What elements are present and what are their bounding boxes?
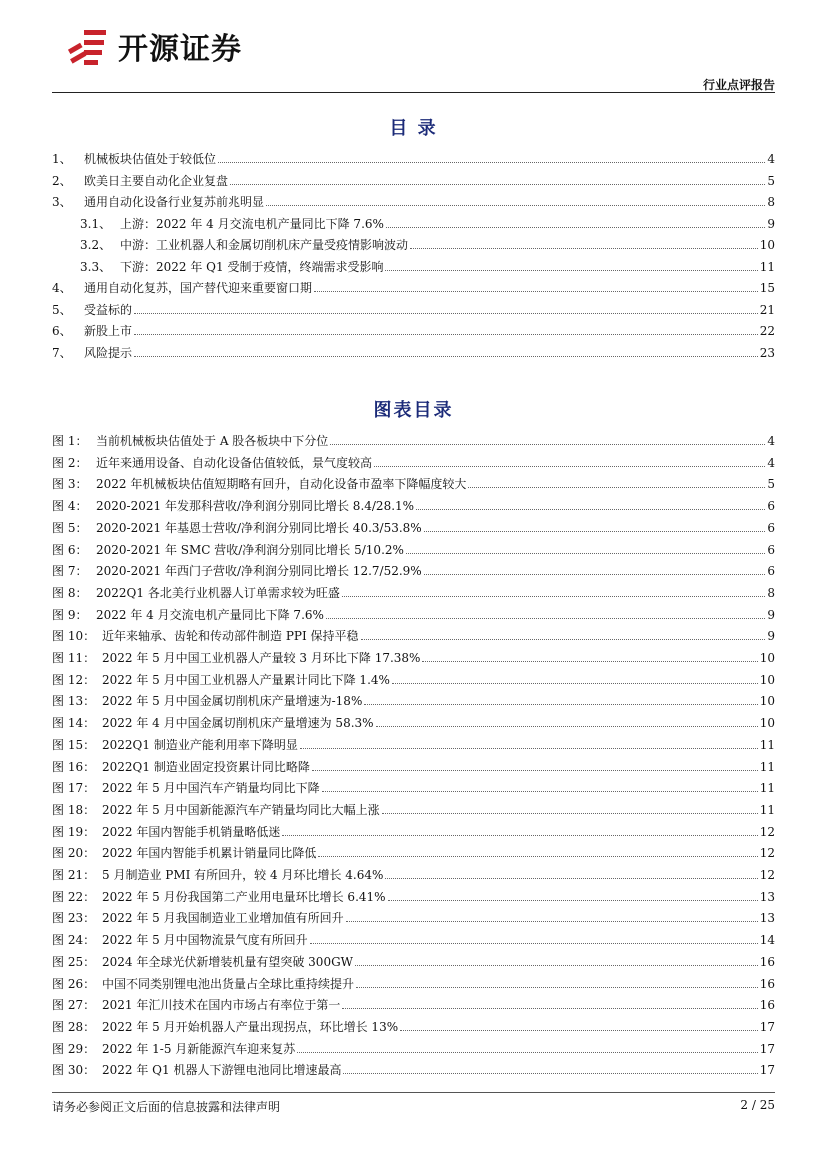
figure-label[interactable]: 当前机械板块估值处于 A 股各板块中下分位 [96,434,329,448]
figure-number: 图 25： [52,954,96,969]
toc-page-number: 23 [759,345,775,360]
figure-number: 图 12： [52,672,96,687]
dot-leader [300,748,758,749]
figure-number: 图 16： [52,759,96,774]
figure-page-number: 11 [759,781,775,796]
figure-label[interactable]: 2022 年 5 月中国新能源汽车产销量均同比大幅上涨 [102,802,380,817]
toc-number: 3.2、 [80,238,112,252]
figure-page-number: 11 [759,759,775,774]
figure-page-number: 12 [759,824,775,839]
dot-leader [356,987,758,988]
figure-label[interactable]: 2022 年 4 月交流电机产量同比下降 7.6% [96,607,324,622]
dot-leader [374,466,765,467]
figure-number: 图 1： [52,434,88,448]
figure-label[interactable]: 2022 年 5 月中国工业机器人产量累计同比下降 1.4% [102,672,390,687]
figure-entry[interactable] [52,754,775,774]
toc-label[interactable]: 欧美日主要自动化企业复盘 [84,173,229,188]
dot-leader [266,205,765,206]
toc-number: 6、 [52,324,72,338]
report-type: 行业点评报告 [702,78,775,92]
figure-label[interactable]: 2020-2021 年 SMC 营收/净利润分别同比增长 5/10.2% [96,542,404,557]
toc-page-number: 9 [767,216,775,231]
toc-page-number: 4 [767,152,775,166]
dot-leader [388,900,758,901]
toc-number: 5、 [52,302,72,317]
figure-number: 图 11： [52,651,96,665]
figure-label[interactable]: 2022Q1 制造业固定投资累计同比略降 [102,759,310,774]
figure-number: 图 18： [52,802,96,817]
toc-number: 3.1、 [80,216,112,231]
figure-label[interactable]: 2022 年 5 月中国物流景气度有所回升 [102,933,308,948]
figure-page-number: 8 [767,585,775,600]
figure-label[interactable]: 中国不同类别锂电池出货量占全球比重持续提升 [102,976,355,991]
dot-leader [422,661,757,662]
footer-disclaimer: 请务必参阅正文后面的信息披露和法律声明 [52,1100,281,1114]
figure-page-number: 10 [759,694,775,709]
figure-entry[interactable] [52,797,775,817]
figure-page-number: 11 [759,802,775,817]
figure-entry[interactable] [52,884,775,904]
toc-label[interactable]: 下游：2022 年 Q1 受制于疫情，终端需求受影响 [120,259,384,274]
figure-entry[interactable] [52,602,775,622]
figure-number: 图 28： [52,1019,96,1034]
figure-number: 图 7： [52,564,88,579]
figure-number: 图 8： [52,585,88,600]
figure-page-number: 6 [767,564,775,579]
figure-number: 图 22： [52,889,96,904]
figure-page-number: 12 [759,868,775,882]
toc-label[interactable]: 通用自动化复苏，国产替代迎来重要窗口期 [84,281,313,295]
figure-number: 图 19： [52,824,96,839]
toc-label[interactable]: 风险提示 [84,345,133,360]
figure-number: 图 2： [52,455,88,470]
toc-entry[interactable] [52,340,775,360]
toc-label[interactable]: 机械板块估值处于较低位 [84,152,217,166]
figure-page-number: 16 [759,954,775,969]
figure-label[interactable]: 2022 年机械板块估值短期略有回升，自动化设备市盈率下降幅度较大 [96,477,467,492]
dot-leader [342,596,766,597]
figure-number: 图 23： [52,911,96,926]
logo-mark-icon [66,24,110,68]
figure-label[interactable]: 2020-2021 年西门子营收/净利润分别同比增长 12.7/52.9% [96,564,422,579]
dot-leader [218,162,765,163]
figure-page-number: 10 [759,672,775,687]
figure-label[interactable]: 2022 年 5 月我国制造业工业增加值有所回升 [102,911,344,926]
figure-entry[interactable] [52,775,775,795]
figure-entry[interactable] [52,927,775,947]
dot-leader [318,856,757,857]
figure-entry[interactable] [52,732,775,752]
figure-page-number: 6 [767,542,775,557]
figure-page-number: 14 [759,933,775,948]
dot-leader [230,184,765,185]
figure-number: 图 4： [52,499,88,514]
figure-number: 图 17： [52,781,96,796]
figure-number: 图 30： [52,1063,96,1078]
figure-page-number: 17 [759,1041,775,1056]
toc-entry[interactable] [52,189,775,209]
dot-leader [364,704,757,705]
dot-leader [326,618,765,619]
figure-entry[interactable] [52,428,775,448]
figure-label[interactable]: 2022 年国内智能手机累计销量同比降低 [102,846,317,861]
toc-number: 3.3、 [80,259,112,274]
dot-leader [410,248,758,249]
figure-label[interactable]: 2022 年 5 月中国金属切削机床产量增速为-18% [102,694,363,709]
figure-page-number: 16 [759,998,775,1013]
figure-page-number: 11 [759,737,775,752]
dot-leader [134,313,758,314]
figure-entry[interactable] [52,819,775,839]
dot-leader [424,531,766,532]
toc-entry[interactable] [52,146,775,166]
figure-entry[interactable] [52,471,775,491]
figure-page-number: 16 [759,976,775,991]
figure-label[interactable]: 近年来通用设备、自动化设备估值较低，景气度较高 [96,455,373,470]
toc-label[interactable]: 通用自动化设备行业复苏前兆明显 [84,195,265,209]
figure-number: 图 14： [52,716,96,731]
dot-leader [346,921,758,922]
toc-entry[interactable] [80,232,775,252]
company-logo [66,24,242,68]
toc-title: 目 录 [389,118,438,139]
figure-page-number: 5 [767,477,775,492]
figure-label[interactable]: 2022Q1 制造业产能利用率下降明显 [102,737,298,752]
figure-label[interactable]: 2021 年汇川技术在国内市场占有率位于第一 [102,998,341,1013]
dot-leader [343,1073,757,1074]
figure-entry[interactable] [52,493,775,513]
toc-label[interactable]: 新股上市 [84,324,133,338]
toc-number: 3、 [52,195,72,209]
toc-entry[interactable] [52,168,775,188]
dot-leader [355,965,758,966]
figure-label[interactable]: 2022 年 5 月开始机器人产量出现拐点，环比增长 13% [102,1019,399,1034]
figure-number: 图 9： [52,607,88,622]
figure-entry[interactable] [52,667,775,687]
figure-entry[interactable] [52,840,775,860]
figure-page-number: 9 [767,607,775,622]
figure-label[interactable]: 2022Q1 各北美行业机器人订单需求较为旺盛 [96,585,340,600]
dot-leader [322,791,758,792]
footer-divider [52,1092,775,1093]
dot-leader [416,509,765,510]
toc-entry[interactable] [80,211,775,231]
page-indicator: 2 / 25 [740,1098,775,1112]
figure-entry[interactable] [52,558,775,578]
figure-number: 图 5： [52,520,88,535]
dot-leader [282,835,757,836]
figure-label[interactable]: 2022 年国内智能手机销量略低迷 [102,824,281,839]
figure-label[interactable]: 2022 年 5 月中国汽车产销量均同比下降 [102,781,320,796]
dot-leader [385,270,757,271]
toc-page-number: 21 [759,302,775,317]
figure-entry[interactable] [52,580,775,600]
figure-number: 图 15： [52,737,96,752]
figure-entry[interactable] [52,537,775,557]
dot-leader [382,813,758,814]
figure-number: 图 29： [52,1041,96,1056]
figure-page-number: 4 [767,434,775,448]
figure-page-number: 10 [759,651,775,665]
toc-page-number: 11 [759,259,775,274]
figure-label[interactable]: 5 月制造业 PMI 有所回升，较 4 月环比增长 4.64% [102,868,384,882]
figure-entry[interactable] [52,710,775,730]
toc-number: 2、 [52,173,72,188]
toc-page-number: 10 [759,238,775,252]
toc-label[interactable]: 上游：2022 年 4 月交流电机产量同比下降 7.6% [120,216,384,231]
dot-leader [134,334,758,335]
figure-label[interactable]: 2022 年 5 月中国工业机器人产量较 3 月环比下降 17.38% [102,651,421,665]
figure-entry[interactable] [52,992,775,1012]
figure-label[interactable]: 2020-2021 年基恩士营收/净利润分别同比增长 40.3/53.8% [96,520,422,535]
figure-number: 图 13： [52,694,96,709]
figure-label[interactable]: 2020-2021 年发那科营收/净利润分别同比增长 8.4/28.1% [96,499,415,514]
toc-page-number: 8 [767,195,775,209]
dot-leader [400,1030,758,1031]
toc-entry[interactable] [52,297,775,317]
toc-entry[interactable] [80,254,775,274]
figure-number: 图 6： [52,542,88,557]
figure-number: 图 3： [52,477,88,492]
figure-page-number: 10 [759,716,775,731]
dot-leader [330,444,765,445]
dot-leader [312,770,758,771]
toc-label[interactable]: 中游：工业机器人和金属切削机床产量受疫情影响波动 [120,238,409,252]
dot-leader [376,726,758,727]
toc-page-number: 15 [759,281,775,295]
figure-entry[interactable] [52,905,775,925]
figure-entry[interactable] [52,949,775,969]
header-divider [52,92,775,93]
toc-number: 4、 [52,281,72,295]
figure-label[interactable]: 2022 年 Q1 机器人下游锂电池同比增速最高 [102,1063,342,1078]
toc-page-number: 22 [759,324,775,338]
figure-page-number: 9 [767,629,775,644]
toc-number: 7、 [52,345,72,360]
dot-leader [392,683,758,684]
figure-entry[interactable] [52,1014,775,1034]
toc-number: 1、 [52,152,72,166]
dot-leader [406,553,765,554]
figure-entry[interactable] [52,971,775,991]
figure-page-number: 13 [759,911,775,926]
figure-number: 图 27： [52,998,96,1013]
dot-leader [314,291,758,292]
figure-entry[interactable] [52,1057,775,1077]
toc-entry[interactable] [52,318,775,338]
figure-number: 图 24： [52,933,96,948]
figure-number: 图 26： [52,976,96,991]
figure-entry[interactable] [52,515,775,535]
figure-label[interactable]: 2024 年全球光伏新增装机量有望突破 300GW [102,954,353,969]
dot-leader [424,574,766,575]
dot-leader [342,1008,757,1009]
logo-text: 开源证券 [118,32,242,67]
figure-label[interactable]: 2022 年 4 月中国金属切削机床产量增速为 58.3% [102,716,374,731]
figure-number: 图 10： [52,629,96,644]
figures-title: 图表目录 [373,400,454,421]
figure-number: 图 21： [52,868,96,882]
figure-page-number: 4 [767,455,775,470]
figure-page-number: 6 [767,499,775,514]
figure-page-number: 6 [767,520,775,535]
figure-label[interactable]: 近年来轴承、齿轮和传动部件制造 PPI 保持平稳 [102,629,359,644]
figure-number: 图 20： [52,846,96,861]
figure-entry[interactable] [52,450,775,470]
figure-entry[interactable] [52,688,775,708]
figure-label[interactable]: 2022 年 1-5 月新能源汽车迎来复苏 [102,1041,296,1056]
figure-page-number: 17 [759,1019,775,1034]
figure-label[interactable]: 2022 年 5 月份我国第二产业用电量环比增长 6.41% [102,889,386,904]
dot-leader [386,227,765,228]
figure-entry[interactable] [52,645,775,665]
dot-leader [361,639,766,640]
figure-entry[interactable] [52,1036,775,1056]
dot-leader [468,487,765,488]
dot-leader [310,943,758,944]
toc-label[interactable]: 受益标的 [84,302,133,317]
figure-entry[interactable] [52,623,775,643]
figure-page-number: 12 [759,846,775,861]
figure-entry[interactable] [52,862,775,882]
toc-entry[interactable] [52,275,775,295]
figure-page-number: 13 [759,889,775,904]
figure-page-number: 17 [759,1063,775,1078]
dot-leader [134,356,758,357]
toc-page-number: 5 [767,173,775,188]
dot-leader [385,878,757,879]
dot-leader [297,1052,757,1053]
